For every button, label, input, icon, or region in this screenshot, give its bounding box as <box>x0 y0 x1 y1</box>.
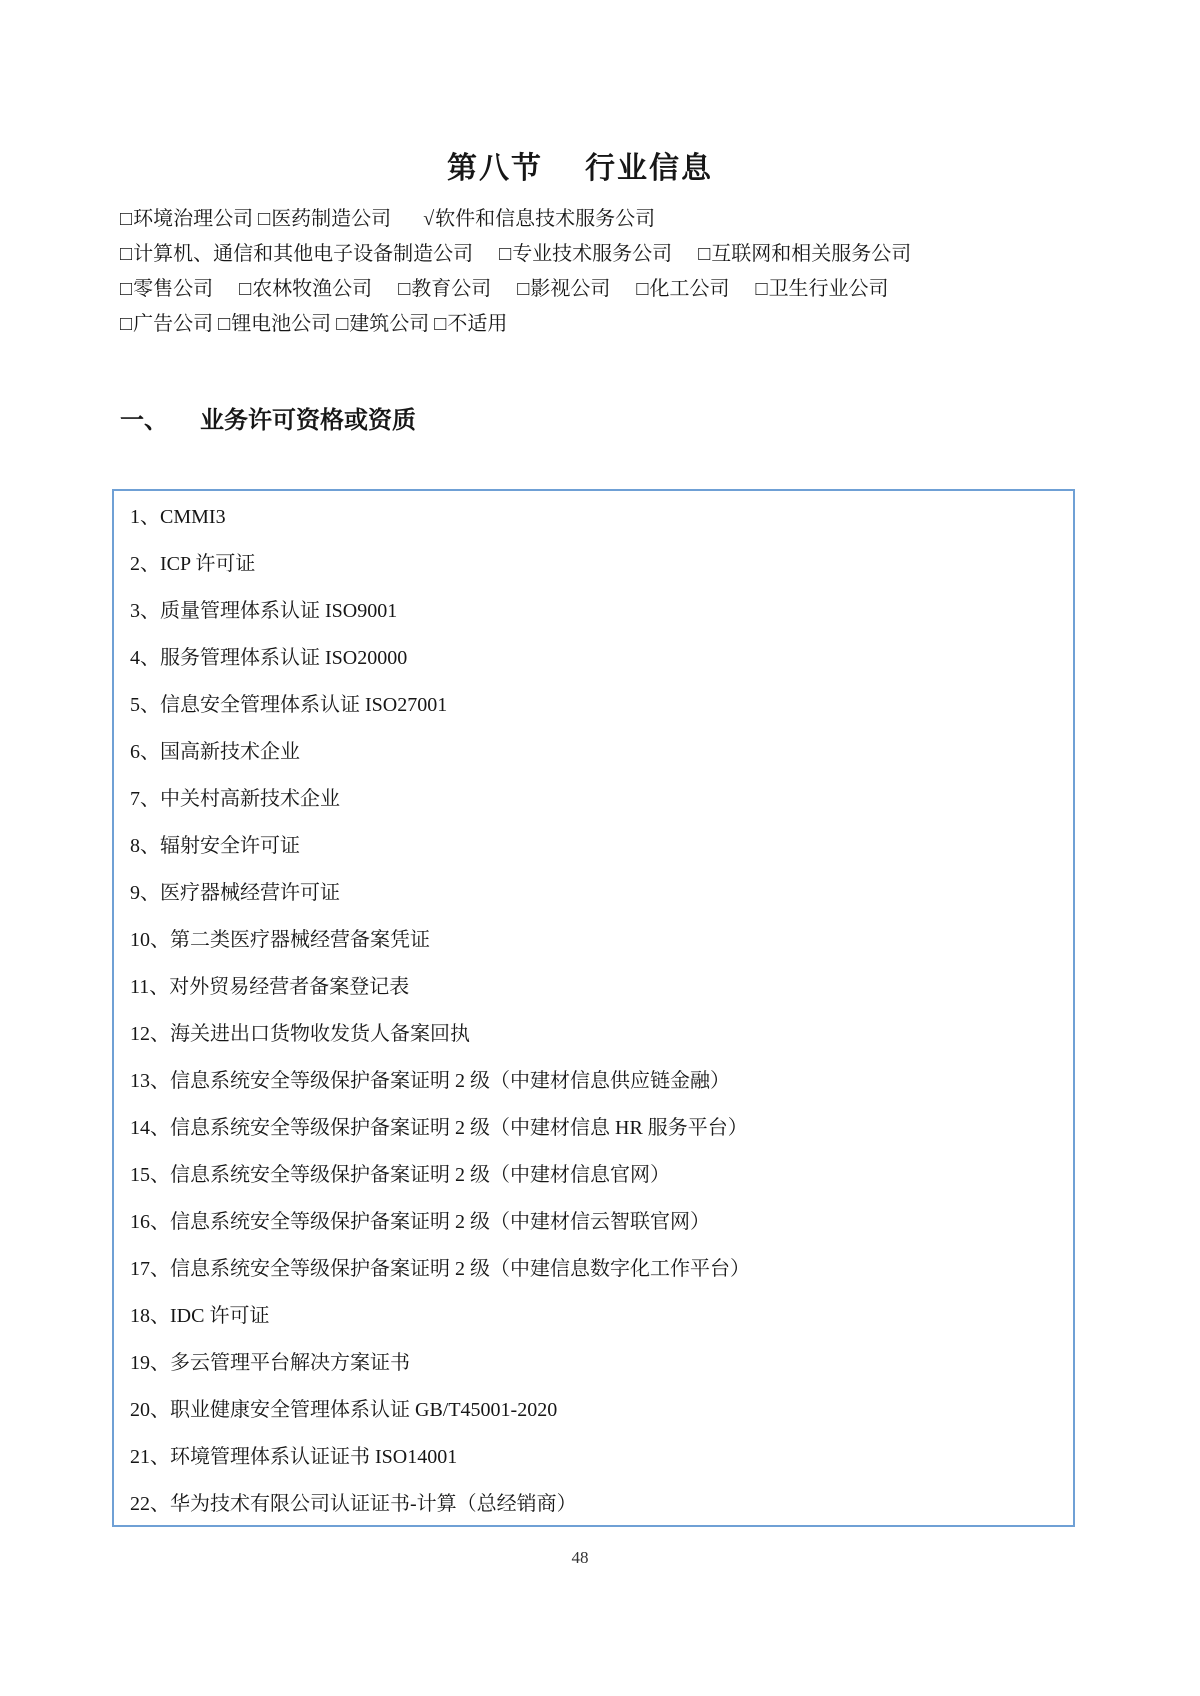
industry-option-label: 卫生行业公司 <box>768 278 889 300</box>
checkbox-icon: □ <box>517 278 530 300</box>
list-item: 22、华为技术有限公司认证证书-计算（总经销商） <box>130 1493 577 1515</box>
industry-option <box>398 272 491 307</box>
industry-options-line <box>120 272 1100 307</box>
checkbox-icon: □ <box>336 313 349 335</box>
industry-options-line <box>120 202 1100 237</box>
list-item: 13、信息系统安全等级保护备案证明 2 级（中建材信息供应链金融） <box>130 1070 730 1092</box>
industry-option-label: 专业技术服务公司 <box>512 243 673 265</box>
page-title-section-number: 第八节 <box>447 152 543 185</box>
list-item: 10、第二类医疗器械经营备案凭证 <box>130 929 430 951</box>
checkbox-icon: □ <box>120 278 133 300</box>
checkbox-icon: □ <box>258 208 271 230</box>
industry-option-label: 广告公司 <box>133 313 214 335</box>
industry-option-label: 不适用 <box>447 313 508 335</box>
industry-option <box>120 202 253 237</box>
list-item: 19、多云管理平台解决方案证书 <box>130 1352 410 1374</box>
list-item: 17、信息系统安全等级保护备案证明 2 级（中建信息数字化工作平台） <box>130 1258 750 1280</box>
license-list-box <box>112 489 1075 1527</box>
industry-options-line <box>120 307 1100 342</box>
list-item: 15、信息系统安全等级保护备案证明 2 级（中建材信息官网） <box>130 1164 670 1186</box>
list-item: 2、ICP 许可证 <box>130 553 256 575</box>
list-item: 14、信息系统安全等级保护备案证明 2 级（中建材信息 HR 服务平台） <box>130 1117 748 1139</box>
industry-option-label: 计算机、通信和其他电子设备制造公司 <box>133 243 474 265</box>
industry-option <box>698 237 911 272</box>
industry-option <box>120 237 473 272</box>
list-item: 20、职业健康安全管理体系认证 GB/T45001-2020 <box>130 1399 558 1421</box>
checkbox-icon: □ <box>698 243 711 265</box>
checkbox-icon: □ <box>434 313 447 335</box>
checkbox-icon: □ <box>398 278 411 300</box>
industry-option <box>755 272 888 307</box>
page-title-text: 行业信息 <box>585 152 713 185</box>
industry-option-label: 影视公司 <box>530 278 611 300</box>
section-number: 一、 <box>120 408 168 434</box>
list-item: 1、CMMI3 <box>130 506 226 528</box>
industry-type-options <box>120 202 1100 342</box>
check-icon: √ <box>423 208 435 230</box>
list-item: 6、国高新技术企业 <box>130 741 300 763</box>
list-item: 8、辐射安全许可证 <box>130 835 300 857</box>
industry-option-label: 建筑公司 <box>349 313 430 335</box>
industry-option-label: 互联网和相关服务公司 <box>711 243 912 265</box>
checkbox-icon: □ <box>755 278 768 300</box>
industry-option-label: 化工公司 <box>649 278 730 300</box>
checkbox-icon: □ <box>120 243 133 265</box>
industry-option <box>258 202 391 237</box>
industry-option <box>218 307 331 342</box>
checkbox-icon: □ <box>120 313 133 335</box>
industry-option-label: 医药制造公司 <box>271 208 392 230</box>
industry-option <box>336 307 429 342</box>
industry-options-line <box>120 237 1100 272</box>
industry-option-label: 零售公司 <box>133 278 214 300</box>
industry-option <box>517 272 610 307</box>
list-item: 16、信息系统安全等级保护备案证明 2 级（中建材信云智联官网） <box>130 1211 710 1233</box>
list-item: 11、对外贸易经营者备案登记表 <box>130 976 410 998</box>
industry-option <box>120 307 213 342</box>
industry-option-label: 软件和信息技术服务公司 <box>435 208 656 230</box>
list-item: 18、IDC 许可证 <box>130 1305 270 1327</box>
industry-option-selected <box>423 202 655 237</box>
industry-option-label: 教育公司 <box>411 278 492 300</box>
industry-option <box>434 307 507 342</box>
industry-option <box>499 237 672 272</box>
section-heading <box>120 400 416 435</box>
industry-option <box>120 272 213 307</box>
checkbox-icon: □ <box>218 313 231 335</box>
list-item: 7、中关村高新技术企业 <box>130 788 340 810</box>
page-title <box>0 143 1160 187</box>
checkbox-icon: □ <box>239 278 252 300</box>
section-title: 业务许可资格或资质 <box>200 408 416 434</box>
list-item: 5、信息安全管理体系认证 ISO27001 <box>130 694 448 716</box>
industry-option <box>636 272 729 307</box>
list-item: 9、医疗器械经营许可证 <box>130 882 340 904</box>
list-item: 21、环境管理体系认证证书 ISO14001 <box>130 1446 458 1468</box>
checkbox-icon: □ <box>120 208 133 230</box>
checkbox-icon: □ <box>636 278 649 300</box>
industry-option-label: 环境治理公司 <box>133 208 254 230</box>
industry-option-label: 锂电池公司 <box>231 313 332 335</box>
page-number: 48 <box>571 1548 589 1567</box>
list-item: 12、海关进出口货物收发货人备案回执 <box>130 1023 470 1045</box>
list-item: 3、质量管理体系认证 ISO9001 <box>130 600 398 622</box>
industry-option <box>239 272 372 307</box>
checkbox-icon: □ <box>499 243 512 265</box>
list-item: 4、服务管理体系认证 ISO20000 <box>130 647 408 669</box>
industry-option-label: 农林牧渔公司 <box>252 278 373 300</box>
